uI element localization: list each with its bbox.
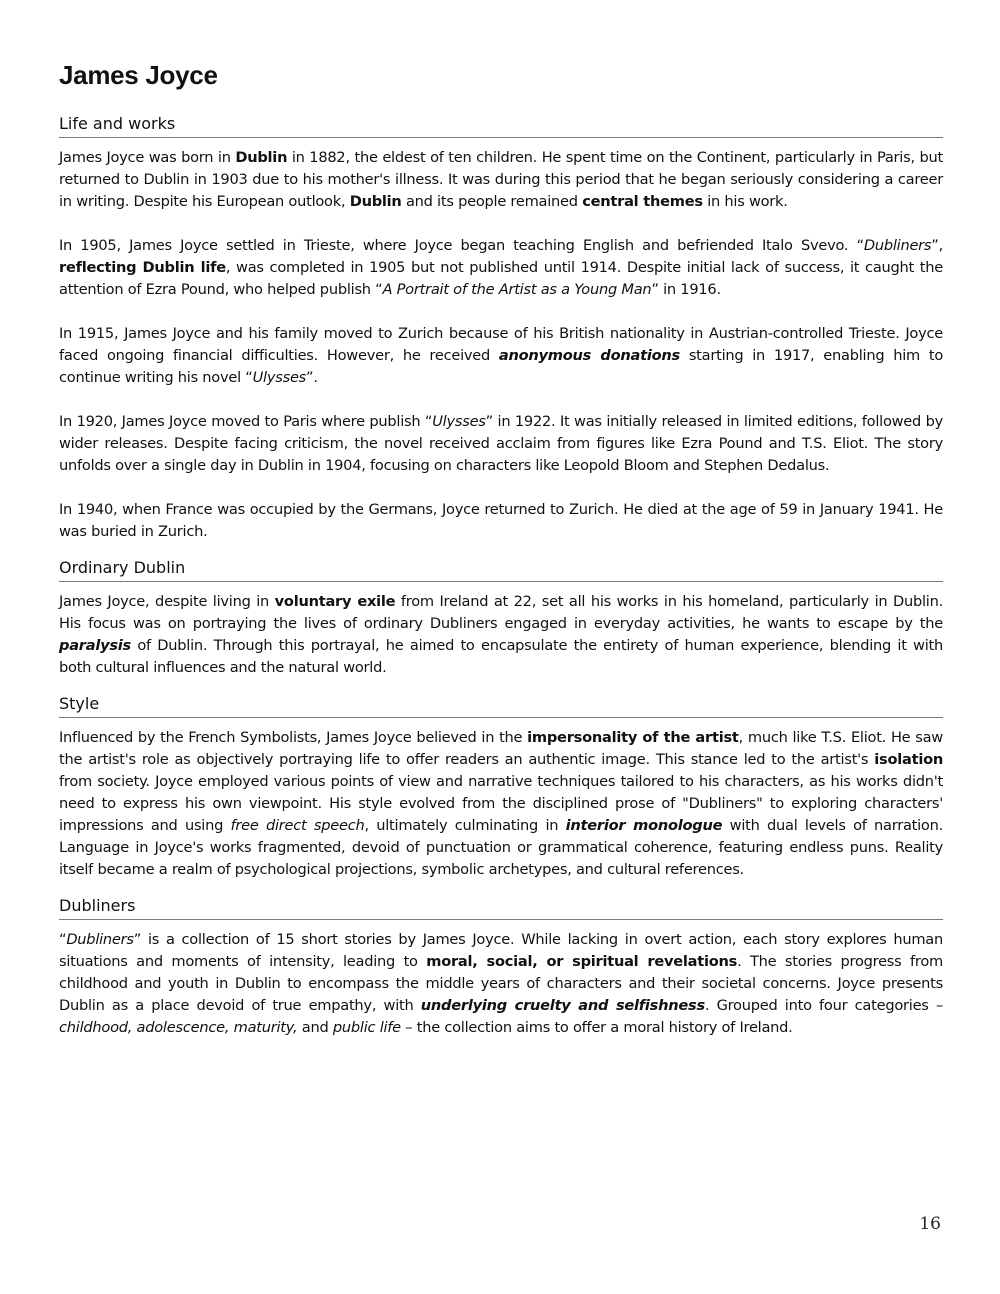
section-heading: Style (59, 692, 943, 718)
bold-italic-text: underlying cruelty and selfishness (420, 997, 705, 1014)
text-run: In 1920, James Joyce moved to Paris where publish “ (59, 413, 433, 430)
text-run: ” in 1922. It was initially released in limited editions, followed by wider releases. Despite facing criticism, the novel received acclaim from figures like Ezra Pound and T.S. Eliot. The story unfolds over a single day in Dublin in 1904, focusing on characters like Leopold Bloom and Stephen Dedalus. (59, 413, 943, 474)
paragraph (59, 727, 943, 881)
text-run: , much like T.S. Eliot. He saw the artist's role as objectively portraying life to offer readers an authentic image. This stance led to the artist's (59, 729, 943, 768)
bold-text: voluntary exile (274, 593, 396, 610)
text-run: In 1905, James Joyce settled in Trieste, where Joyce began teaching English and befriended Italo Svevo. “ (59, 237, 864, 254)
text-run: ”. (306, 369, 318, 386)
section-heading: Dubliners (59, 894, 943, 920)
text-run: James Joyce, despite living in (59, 593, 275, 610)
paragraph (59, 499, 943, 543)
italic-text: Ulysses (252, 369, 307, 386)
text-run: ” is a collection of 15 short stories by James Joyce. While lacking in overt action, each story explores human situations and moments of intensity, leading to (59, 931, 943, 970)
text-run: James Joyce was born in (59, 149, 236, 166)
text-run: ” in 1916. (651, 281, 721, 298)
text-run: and (297, 1019, 333, 1036)
bold-text: central themes (582, 193, 703, 210)
text-run: , ultimately culminating in (364, 817, 566, 834)
bold-italic-text: paralysis (59, 637, 131, 654)
text-run: , was completed in 1905 but not published until 1914. Despite initial lack of success, it caught the attention of Ezra Pound, who helped publish “ (59, 259, 943, 298)
italic-text: Ulysses (432, 413, 486, 430)
text-run: – the collection aims to offer a moral history of Ireland. (400, 1019, 793, 1036)
text-run: with dual levels of narration. Language in Joyce's works fragmented, devoid of punctuation or grammatical coherence, featuring endless puns. Reality itself became a realm of psychological projections, symbolic archetypes, and cultural references. (59, 817, 943, 878)
text-run: from Ireland at 22, set all his works in his homeland, particularly in Dublin. His focus was on portraying the lives of ordinary Dubliners engaged in everyday activities, he wants to escape by the (59, 593, 943, 632)
italic-text: Dubliners (863, 237, 932, 254)
section-life-and-works (59, 112, 943, 543)
text-run: “ (59, 931, 67, 948)
bold-text: moral, social, or spiritual revelations (426, 953, 738, 970)
paragraph (59, 323, 943, 389)
bold-text: impersonality of the artist (527, 729, 739, 746)
paragraph (59, 591, 943, 679)
page-title: James Joyce (59, 60, 218, 90)
bold-text: reflecting Dublin life (59, 259, 226, 276)
text-run: in 1882, the eldest of ten children. He spent time on the Continent, particularly in Paris, but returned to Dublin in 1903 due to his mother's illness. It was during this period that he began seriously considering a career in writing. Despite his European outlook, (59, 149, 943, 210)
paragraph (59, 235, 943, 301)
text-run: starting in 1917, enabling him to continue writing his novel “ (59, 347, 943, 386)
document-page (59, 58, 943, 1052)
page-number: 16 (919, 1214, 941, 1234)
paragraph (59, 929, 943, 1039)
italic-text: public life (332, 1019, 401, 1036)
paragraph (59, 411, 943, 477)
text-run: In 1940, when France was occupied by the Germans, Joyce returned to Zurich. He died at the age of 59 in January 1941. He was buried in Zurich. (59, 501, 943, 540)
section-heading: Ordinary Dublin (59, 556, 943, 582)
text-run: . The stories progress from childhood and youth in Dublin to encompass the middle years of characters and their societal concerns. Joyce presents Dublin as a place devoid of true empathy, with (59, 953, 943, 1014)
text-run: Influenced by the French Symbolists, James Joyce believed in the (59, 729, 528, 746)
bold-text: Dublin (349, 193, 402, 210)
text-run: in his work. (702, 193, 788, 210)
text-run: . Grouped into four categories – (704, 997, 943, 1014)
text-run: of Dublin. Through this portrayal, he aimed to encapsulate the entirety of human experience, blending it with both cultural influences and the natural world. (59, 637, 943, 676)
text-run: In 1915, James Joyce and his family moved to Zurich because of his British nationality in Austrian-controlled Trieste. Joyce faced ongoing financial difficulties. However, he received (59, 325, 943, 364)
text-run: and its people remained (401, 193, 583, 210)
section-style (59, 692, 943, 881)
italic-text: Dubliners (66, 931, 134, 948)
italic-text: free direct speech (230, 817, 365, 834)
bold-text: Dublin (235, 149, 288, 166)
section-ordinary-dublin (59, 556, 943, 679)
italic-text: A Portrait of the Artist as a Young Man (382, 281, 652, 298)
bold-text: isolation (874, 751, 943, 768)
bold-italic-text: anonymous donations (498, 347, 680, 364)
bold-italic-text: interior monologue (565, 817, 723, 834)
document-body (59, 112, 943, 1039)
section-heading: Life and works (59, 112, 943, 138)
italic-text: childhood, adolescence, maturity, (59, 1019, 298, 1036)
paragraph (59, 147, 943, 213)
text-run: from society. Joyce employed various points of view and narrative techniques tailored to his characters, as his works didn't need to express his own viewpoint. His style evolved from the disciplined prose of "Dubliners" to exploring characters' impressions and using (59, 773, 943, 834)
text-run: ”, (931, 237, 943, 254)
section-dubliners (59, 894, 943, 1039)
